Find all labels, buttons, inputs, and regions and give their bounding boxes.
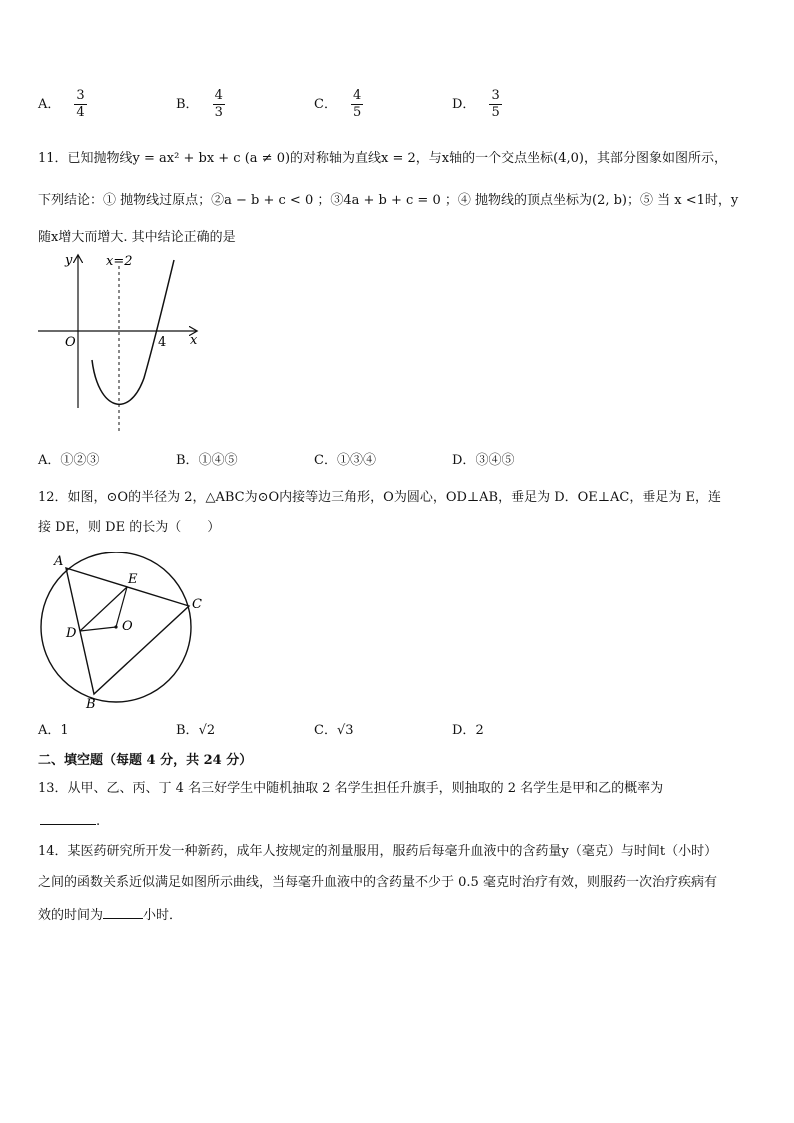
q10-option-b[interactable]	[176, 88, 225, 121]
symmetry-axis-label: x=2	[106, 254, 133, 269]
q13-end-period: .	[96, 814, 101, 829]
label-o: O	[122, 619, 133, 634]
origin-label: O	[65, 335, 76, 350]
label-e: E	[128, 572, 138, 587]
q14-line-3	[38, 906, 182, 925]
label-d: D	[66, 626, 77, 641]
numerator: 4	[214, 88, 223, 103]
numerator: 3	[491, 88, 500, 103]
option-text: ①④⑤	[198, 453, 238, 468]
q14-line-1: 14．某医药研究所开发一种新药，成年人按规定的剂量服用，服药后每毫升血液中的含药量y（毫克）与时间t（小时）	[38, 844, 718, 859]
center-point	[114, 625, 117, 628]
q11-line-1: 11．已知抛物线y = ax² + bx + c (a ≠ 0)的对称轴为直线x = 2，与x轴的一个交点坐标(4,0)，其部分图象如图所示，	[38, 151, 727, 166]
q12-line-2: 接 DE，则 DE 的长为（ ）	[38, 520, 221, 535]
option-letter: A．	[38, 97, 61, 112]
q10-option-a[interactable]	[38, 88, 87, 121]
fraction	[74, 88, 86, 121]
q13-answer-blank[interactable]	[40, 812, 96, 825]
q11-parabola-graph	[34, 250, 214, 438]
option-text: √2	[198, 723, 216, 738]
option-letter: C．	[314, 97, 337, 112]
numerator: 3	[76, 88, 85, 103]
denominator: 4	[76, 105, 85, 120]
option-letter: A．	[38, 723, 61, 738]
q13-text: 13．从甲、乙、丙、丁 4 名三好学生中随机抽取 2 名学生担任升旗手，则抽取的 2 名学生是甲和乙的概率为	[38, 781, 664, 796]
q11-options	[38, 452, 558, 492]
denominator: 5	[491, 105, 500, 120]
q14-answer-blank[interactable]	[103, 906, 143, 919]
label-a: A	[54, 554, 64, 569]
fraction	[213, 88, 225, 121]
segment-de	[80, 587, 127, 631]
q11-option-a[interactable]	[38, 452, 99, 470]
numerator: 4	[352, 88, 362, 103]
fraction	[489, 88, 501, 121]
option-letter: D．	[452, 453, 476, 468]
q12-option-a[interactable]	[38, 722, 69, 740]
q12-circle-figure	[34, 552, 214, 712]
q11-line-3: 随x增大而增大. 其中结论正确的是	[38, 230, 236, 245]
q13-answer-line	[40, 812, 100, 831]
option-letter: C．	[314, 723, 337, 738]
segment-od	[80, 627, 116, 631]
q10-option-c[interactable]	[314, 88, 363, 121]
option-text: 2	[475, 723, 484, 738]
label-c: C	[192, 597, 202, 612]
q12-option-d[interactable]	[452, 722, 484, 740]
option-text: ①③④	[336, 453, 376, 468]
option-letter: B．	[176, 97, 199, 112]
option-letter: D．	[452, 723, 476, 738]
option-text: 1	[60, 723, 69, 738]
option-letter: C．	[314, 453, 337, 468]
q11-option-b[interactable]	[176, 452, 238, 470]
q11-option-c[interactable]	[314, 452, 376, 470]
option-text: ①②③	[60, 453, 100, 468]
q10-option-d[interactable]	[452, 88, 502, 121]
option-letter: D．	[452, 97, 476, 112]
fraction	[351, 88, 363, 121]
q14-line-3-post: 小时．	[143, 908, 183, 923]
q11-option-d[interactable]	[452, 452, 514, 470]
q12-option-c[interactable]	[314, 722, 354, 740]
denominator: 5	[352, 105, 362, 120]
option-letter: B．	[176, 723, 199, 738]
parabola-curve	[92, 260, 174, 404]
q14-line-2: 之间的函数关系近似满足如图所示曲线，当每毫升血液中的含药量不少于 0.5 毫克时治疗有效，则服药一次治疗疾病有	[38, 875, 717, 890]
label-b: B	[86, 697, 96, 712]
option-letter: B．	[176, 453, 199, 468]
q14-line-3-pre: 效的时间为	[38, 908, 104, 923]
y-axis-label: y	[65, 253, 73, 268]
option-letter: A．	[38, 453, 61, 468]
x-axis-label: x	[190, 333, 198, 348]
option-text: √3	[336, 723, 354, 738]
section-heading: 二、填空题（每题 4 分，共 24 分）	[38, 753, 253, 768]
q12-option-b[interactable]	[176, 722, 215, 740]
q11-line-2: 下列结论：① 抛物线过原点；②a − b + c < 0 ；③4a + b + c = 0 ；④ 抛物线的顶点坐标为(2, b)；⑤ 当 x <1时，y	[38, 193, 739, 208]
q12-line-1: 12．如图，⊙O的半径为 2，△ABC为⊙O内接等边三角形，O为圆心，OD⊥AB，垂足为 D．OE⊥AC，垂足为 E，连	[38, 490, 721, 505]
denominator: 3	[214, 105, 223, 120]
intercept-label: 4	[158, 335, 167, 350]
option-text: ③④⑤	[475, 453, 515, 468]
q10-options	[38, 88, 558, 128]
